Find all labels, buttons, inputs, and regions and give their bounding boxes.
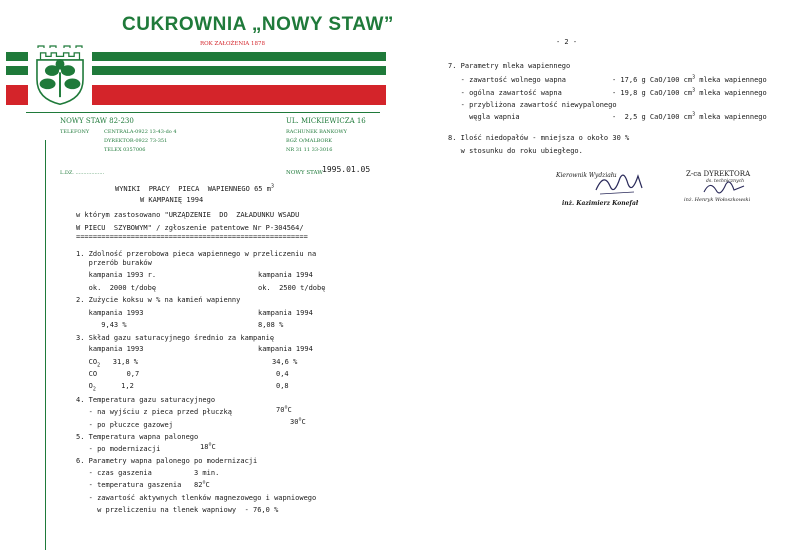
letterhead-rule	[26, 112, 380, 113]
section-7-val-1	[612, 76, 767, 85]
company-name: CUKROWNIA „NOWY STAW”	[122, 14, 394, 35]
section-3-co-1994: 0,4	[276, 370, 289, 378]
section-2-title: 2. Zużycie koksu w % na kamień wapienny	[76, 296, 241, 304]
section-8-line-2: w stosunku do roku ubiegłego.	[448, 147, 583, 155]
lime-temp-value: 18	[200, 443, 209, 451]
section-7-val-2	[612, 89, 767, 98]
section-3-col-1994: kampania 1994	[258, 345, 313, 353]
co2-subscript: 2	[97, 362, 101, 369]
signature-right-name: inż. Henryk Wołoszkowski	[684, 197, 751, 203]
cubic-superscript: 3	[692, 111, 696, 118]
section-6-line-4: w przeliczeniu na tlenek wapniowy - 76,0 %	[76, 506, 279, 514]
address-right: UL. MICKIEWICZA 16	[286, 117, 366, 125]
report-title-1	[115, 185, 274, 194]
section-4-line-1: - na wyjściu z pieca przed płuczką	[76, 408, 232, 416]
section-4-title: 4. Temperatura gazu saturacyjnego	[76, 396, 216, 404]
report-title-2: W KAMPANIĘ 1994	[140, 196, 204, 204]
section-2-col-1994: kampania 1994	[258, 309, 313, 317]
tree-emblem-logo-front	[30, 44, 90, 106]
handwritten-signature-left	[590, 168, 650, 200]
temp-1-value: 70	[276, 406, 285, 414]
section-4-val-1	[276, 406, 292, 415]
section-3-title: 3. Skład gazu saturacyjnego średnio za kampanię	[76, 334, 275, 342]
section-3-co2-1994: 34,6 %	[272, 358, 298, 366]
section-2-val-1993: 9,43 %	[76, 321, 127, 329]
cubic-superscript: 3	[692, 74, 696, 81]
bank-line-1: RACHUNEK BANKOWY	[286, 129, 347, 135]
ldz-field: L.DZ. ..................	[60, 170, 105, 176]
degree-symbol: o	[202, 479, 206, 486]
section-1-val-1993: ok. 2000 t/dobę	[76, 284, 157, 292]
milk-unit: mleka wapiennego	[695, 89, 767, 97]
degree-symbol: o	[284, 404, 288, 411]
left-margin-line	[45, 140, 46, 550]
degree-symbol: o	[298, 416, 302, 423]
milk-unit: mleka wapiennego	[695, 113, 767, 121]
celsius-unit: C	[205, 481, 210, 489]
section-3-row-co2	[76, 358, 138, 367]
bank-line-3: NR 31 11 33-3016	[286, 147, 333, 153]
section-1-val-1994: ok. 2500 t/dobę	[258, 284, 326, 292]
section-5-title: 5. Temperatura wapna palonego	[76, 433, 199, 441]
o2-label: O	[76, 382, 93, 390]
section-6-line-2	[76, 481, 210, 490]
address-left: NOWY STAW 82-230	[60, 117, 134, 125]
o2-1993: 1,2	[95, 382, 134, 390]
signature-right-role-2: ds. technicznych	[706, 179, 745, 184]
section-3-row-o2	[76, 382, 134, 391]
section-1-title-cont: przerób buraków	[76, 259, 152, 267]
intro-line-1: w którym zastosowano "URZĄDZENIE DO ZAŁADUNKU WSADU	[76, 211, 300, 219]
page-number: - 2 -	[556, 38, 578, 46]
phone-line-1: CENTRALA-0922 13-43-do 4	[104, 129, 177, 135]
section-1-title: 1. Zdolność przerobowa pieca wapiennego w przeliczeniu na	[76, 250, 317, 258]
section-8-line-1: 8. Ilość niedopałów - mniejsza o około 30 %	[448, 134, 630, 142]
founded-year: ROK ZAŁOŻENIA 1878	[200, 41, 266, 47]
report-title-text: WYNIKI PRACY PIECA WAPIENNEGO 65 m	[115, 185, 271, 193]
section-5-val-1	[200, 443, 216, 452]
section-7-line-3: - przybliżona zawartość niewypalonego	[448, 101, 617, 109]
co2-label: CO	[76, 358, 98, 366]
co2-1993: 31,8 %	[100, 358, 139, 366]
place-name: NOWY STAW	[286, 170, 323, 176]
section-5-line-1: - po modernizacji	[76, 445, 161, 453]
section-1-col-1994: kampania 1994	[258, 271, 313, 279]
separator-line: =======================================================	[76, 233, 308, 241]
unburnt-value: - 2,5 g CaO/100 cm	[612, 113, 693, 121]
milk-unit: mleka wapiennego	[695, 76, 767, 84]
section-6-line-1: - czas gaszenia 3 min.	[76, 469, 220, 477]
section-7-line-2: - ogólna zawartość wapna	[448, 89, 562, 97]
signature-right-role: Z-ca DYREKTORA	[686, 170, 751, 178]
section-6-line-3: - zawartość aktywnych tlenków magnezowego i wapniowego	[76, 494, 317, 502]
cubic-superscript: 3	[270, 183, 274, 190]
telex: TELEX 0357006	[104, 147, 146, 153]
section-3-row-co: CO 0,7	[76, 370, 140, 378]
letterhead	[0, 0, 400, 170]
temp-2-value: 30	[290, 418, 299, 426]
section-2-col-1993: kampania 1993	[76, 309, 144, 317]
section-4-line-2: - po płuczce gazowej	[76, 421, 173, 429]
bank-line-2: BGŻ O/MALBORK	[286, 138, 333, 144]
section-7-line-1: - zawartość wolnego wapna	[448, 76, 567, 84]
section-1-col-1993: kampania 1993 r.	[76, 271, 157, 279]
celsius-unit: C	[287, 406, 292, 414]
cubic-superscript: 3	[692, 87, 696, 94]
phone-label: TELEFONY	[60, 129, 90, 135]
phone-line-2: DYREKTOR-0922 73-351	[104, 138, 168, 144]
total-lime-value: - 19,8 g CaO/100 cm	[612, 89, 693, 97]
o2-subscript: 2	[92, 386, 96, 393]
section-3-col-1993: kampania 1993	[76, 345, 144, 353]
intro-line-2: W PIECU SZYBOWYM" / zgłoszenie patentowe Nr P-304564/	[76, 224, 304, 232]
section-7-val-3	[612, 113, 767, 122]
letter-date: 1995.01.05	[322, 165, 371, 174]
section-6-title: 6. Parametry wapna palonego po modernizacji	[76, 457, 258, 465]
section-2-val-1994: 8,08 %	[258, 321, 284, 329]
free-lime-value: - 17,6 g CaO/100 cm	[612, 76, 693, 84]
signature-left-role: Kierownik Wydziału	[556, 172, 617, 179]
section-3-o2-1994: 0,8	[276, 382, 289, 390]
section-4-val-2	[290, 418, 306, 427]
section-7-title: 7. Parametry mleka wapiennego	[448, 62, 571, 70]
signature-left-name: inż. Kazimierz Konefał	[562, 200, 639, 207]
celsius-unit: C	[211, 443, 216, 451]
celsius-unit: C	[301, 418, 306, 426]
section-7-line-4: węgla wapnia	[448, 113, 520, 121]
degree-symbol: o	[208, 441, 212, 448]
slaking-temp-text: - temperatura gaszenia 82	[76, 481, 203, 489]
